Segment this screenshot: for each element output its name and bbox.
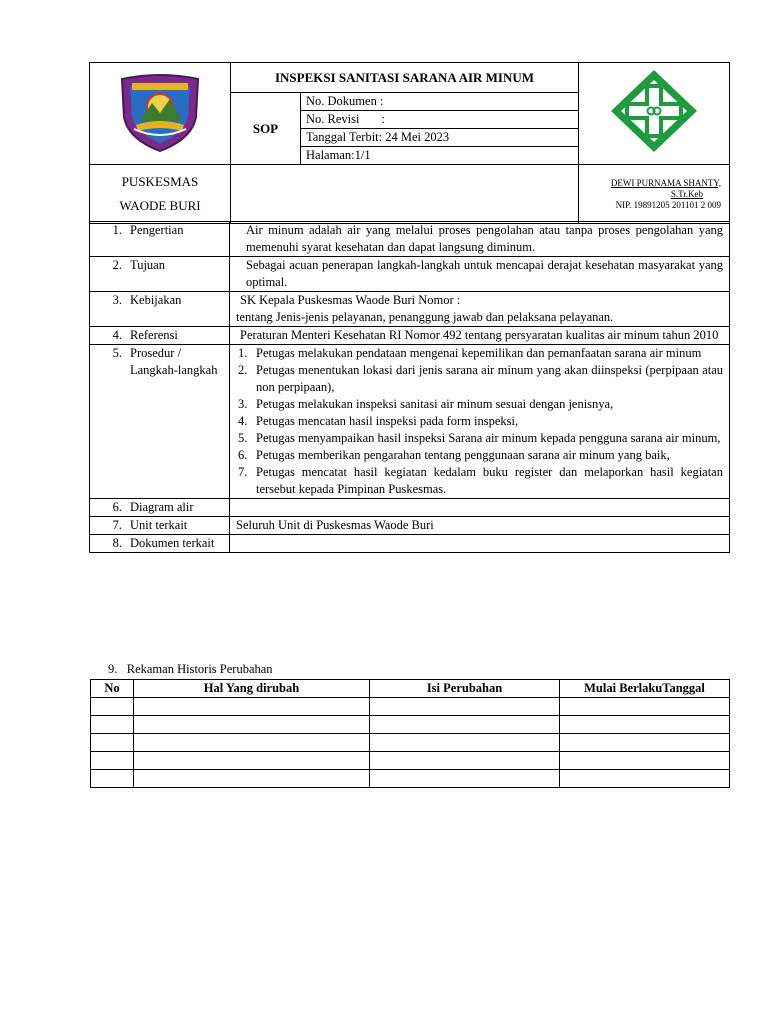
empty-header-cell <box>231 165 579 224</box>
section-row-tujuan <box>90 257 730 292</box>
sop-label: SOP <box>231 93 301 165</box>
history-col-no: No <box>91 680 134 698</box>
sop-content-table <box>89 221 730 553</box>
history-row <box>91 734 730 752</box>
history-row <box>91 698 730 716</box>
org-line-1: PUSKESMAS <box>121 174 199 189</box>
section-label: Pengertian <box>130 223 184 237</box>
section-label: Kebijakan <box>130 293 182 307</box>
history-row <box>91 770 730 788</box>
signer-name: DEWI PURNAMA SHANTY, <box>610 177 721 188</box>
history-col-tanggal: Mulai BerlakuTanggal <box>560 680 730 698</box>
history-row <box>91 716 730 734</box>
section-row-unit-terkait <box>90 517 730 535</box>
section-row-diagram-alir <box>90 499 730 517</box>
section-content: Seluruh Unit di Puskesmas Waode Buri <box>230 517 730 535</box>
kemenkes-cross-logo-icon <box>609 68 699 154</box>
org-line-2: WAODE BURI <box>119 198 201 213</box>
document-title: INSPEKSI SANITASI SARANA AIR MINUM <box>231 63 579 93</box>
history-header-row <box>91 680 730 698</box>
section-content <box>230 499 730 517</box>
halaman: Halaman:1/1 <box>301 147 579 165</box>
procedure-step: 6. Petugas memberikan pengarahan tentang penggunaan sarana air minum yang baik, <box>238 448 670 462</box>
signer-nip: NIP. 19891205 201101 2 009 <box>615 199 721 210</box>
signer-block <box>579 165 730 224</box>
procedure-step: 7. Petugas mencatat hasil kegiatan kedalam buku register dan melaporkan hasil kegiatan tersebut kepada Pimpinan Puskesmas. <box>238 465 723 496</box>
section-content <box>230 292 730 327</box>
section-label: Dokumen terkait <box>130 536 215 550</box>
procedure-steps-list <box>238 345 723 498</box>
history-col-hal: Hal Yang dirubah <box>134 680 370 698</box>
section-number: 1. <box>112 223 122 237</box>
kebijakan-line-1: SK Kepala Puskesmas Waode Buri Nomor : <box>240 293 461 307</box>
section-number: 4. <box>112 328 122 342</box>
procedure-step: 3. Petugas melakukan inspeksi sanitasi air minum sesuai dengan jenisnya, <box>238 397 614 411</box>
section-content: Air minum adalah air yang melalui proses pengolahan atau tanpa proses pengolahan yang memenuhi syarat kesehatan dan dapat langsung diminum. <box>230 222 730 257</box>
section-label: Diagram alir <box>130 500 194 514</box>
section-row-pengertian <box>90 222 730 257</box>
section-label: Referensi <box>130 328 178 342</box>
section-number: 5. <box>112 346 122 360</box>
procedure-step: 4. Petugas mencatan hasil inspeksi pada form inspeksi, <box>238 414 519 428</box>
section-label: Tujuan <box>130 258 165 272</box>
section-number: 3. <box>112 293 122 307</box>
section-content <box>230 345 730 499</box>
section-row-referensi <box>90 327 730 345</box>
section-row-dokumen-terkait <box>90 535 730 553</box>
history-table <box>90 679 730 788</box>
section-row-prosedur <box>90 345 730 499</box>
section-number: 8. <box>112 536 122 550</box>
regency-shield-emblem-icon <box>114 69 206 153</box>
tanggal-terbit: Tanggal Terbit: 24 Mei 2023 <box>301 129 579 147</box>
section-number: 7. <box>112 518 122 532</box>
kebijakan-line-2: tentang Jenis-jenis pelayanan, penanggung jawab dan pelaksana pelayanan. <box>236 310 614 324</box>
section-label: Prosedur / Langkah-langkah <box>130 346 218 377</box>
no-dokumen: No. Dokumen : <box>301 93 579 111</box>
procedure-step: 2. Petugas menentukan lokasi dari jenis sarana air minum yang akan diinspeksi (perpipaan atau non perpipaan), <box>238 363 723 394</box>
sop-header-table <box>89 62 730 224</box>
regency-logo-cell <box>90 63 231 165</box>
procedure-step: 5. Petugas menyampaikan hasil inspeksi Sarana air minum kepada pengguna sarana air minum, <box>238 431 721 445</box>
organization-name <box>90 165 231 224</box>
history-row <box>91 752 730 770</box>
kemenkes-logo-cell <box>579 63 730 165</box>
history-col-isi: Isi Perubahan <box>370 680 560 698</box>
section-row-kebijakan <box>90 292 730 327</box>
no-revisi: No. Revisi : <box>301 111 579 129</box>
signer-title: S.Tr.Keb <box>670 188 703 199</box>
section-label: Unit terkait <box>130 518 188 532</box>
section-number: 2. <box>112 258 122 272</box>
history-title: 9. Rekaman Historis Perubahan <box>108 662 273 676</box>
procedure-step: 1. Petugas melakukan pendataan mengenai kepemilikan dan pemanfaatan sarana air minum <box>238 346 702 360</box>
section-content: Peraturan Menteri Kesehatan RI Nomor 492 tentang persyaratan kualitas air minum tahun 2010 <box>230 327 730 345</box>
section-content <box>230 535 730 553</box>
section-number: 6. <box>112 500 122 514</box>
section-content: Sebagai acuan penerapan langkah-langkah untuk mencapai derajat kesehatan masyarakat yang optimal. <box>230 257 730 292</box>
